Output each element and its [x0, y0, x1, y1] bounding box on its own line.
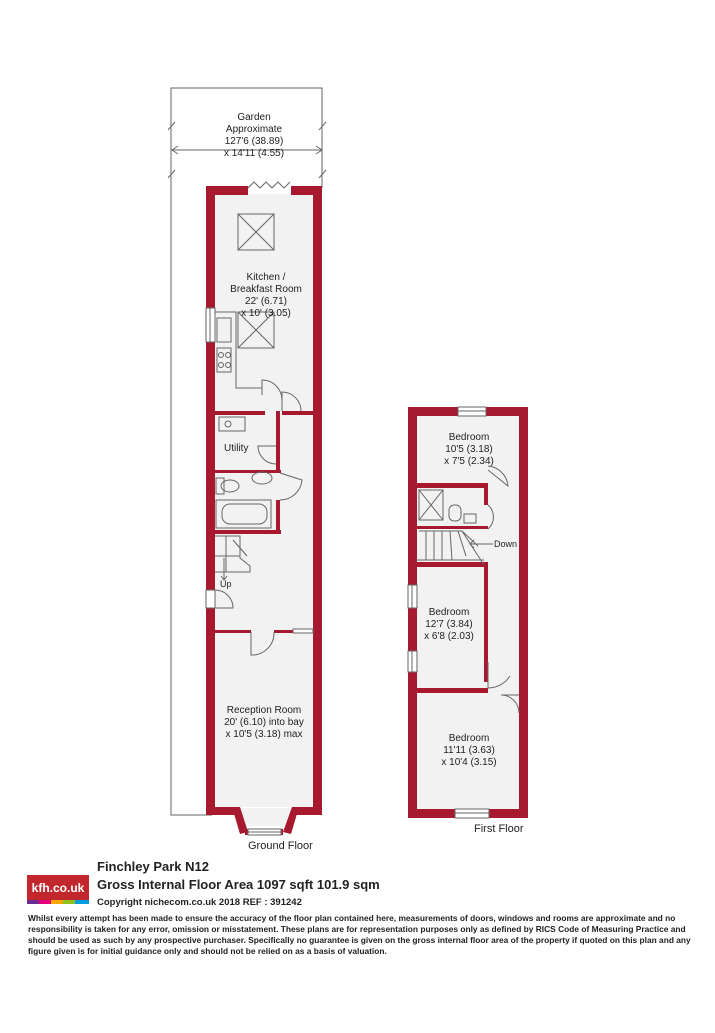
logo-stripe-green — [63, 900, 75, 904]
bedroom3-dim1: 11'11 (3.63) — [443, 745, 495, 756]
garden-label — [224, 112, 284, 160]
logo-text: kfh.co.uk — [31, 881, 85, 895]
stairs-up-label: Up — [220, 579, 232, 589]
kitchen-label — [230, 272, 302, 320]
reception-dim2: x 10'5 (3.18) max — [225, 729, 303, 740]
kitchen-name: Kitchen / — [246, 272, 286, 283]
utility-label: Utility — [224, 443, 249, 454]
property-address: Finchley Park N12 — [97, 859, 209, 874]
kitchen-dim2: x 10' (3.05) — [241, 308, 291, 319]
garden-dim1: 127'6 (38.89) — [224, 136, 284, 147]
kfh-logo — [27, 875, 89, 904]
bedroom3-dim2: x 10'4 (3.15) — [441, 757, 497, 768]
bedroom1-dim1: 10'5 (3.18) — [445, 444, 493, 455]
kitchen-dim1: 22' (6.71) — [245, 296, 287, 307]
reception-name: Reception Room — [226, 705, 302, 716]
logo-stripe-pink — [39, 900, 51, 904]
bedroom2-name: Bedroom — [428, 607, 470, 618]
bedroom2-label — [424, 607, 474, 643]
first-floor-title: First Floor — [474, 823, 524, 835]
bedroom3-name: Bedroom — [448, 733, 490, 744]
garden-name: Garden — [237, 112, 271, 123]
bedroom1-name: Bedroom — [448, 432, 490, 443]
logo-stripe-purple — [27, 900, 39, 904]
bedroom1-label — [444, 432, 494, 468]
logo-stripe-orange — [51, 900, 63, 904]
bedroom2-dim1: 12'7 (3.84) — [425, 619, 473, 630]
garden-dim2: x 14'11 (4.55) — [223, 148, 285, 159]
bedroom2-dim2: x 6'8 (2.03) — [424, 631, 474, 642]
garden-approx: Approximate — [225, 124, 283, 135]
reception-dim1: 20' (6.10) into bay — [224, 717, 304, 728]
disclaimer-text: Whilst every attempt has been made to ensure the accuracy of the floor plan contained here, measurements of doors, windows and rooms are approximate and no responsibility is taken for any error, omission or misstatement. These plans are for representation purposes only as defined by RICS Code of Measuring Practice and should be used as such by any prospective purchaser. Specifically no guarantee is given on the gross internal floor area of the property if quoted on this plan and any figure given is for initial guidance only and should not be relied on as a basis of valuation. — [28, 913, 691, 956]
floor-area: Gross Internal Floor Area 1097 sqft 101.9 sqm — [97, 877, 380, 892]
logo-stripe-blue — [75, 900, 89, 904]
kitchen-name2: Breakfast Room — [230, 284, 302, 295]
stairs-down-label: Down — [494, 539, 518, 549]
bedroom3-label — [441, 733, 496, 769]
bedroom1-dim2: x 7'5 (2.34) — [444, 456, 494, 467]
reception-label — [224, 705, 304, 741]
ground-floor-title: Ground Floor — [248, 840, 313, 852]
copyright-text: Copyright nichecom.co.uk 2018 REF : 391242 — [97, 897, 302, 908]
